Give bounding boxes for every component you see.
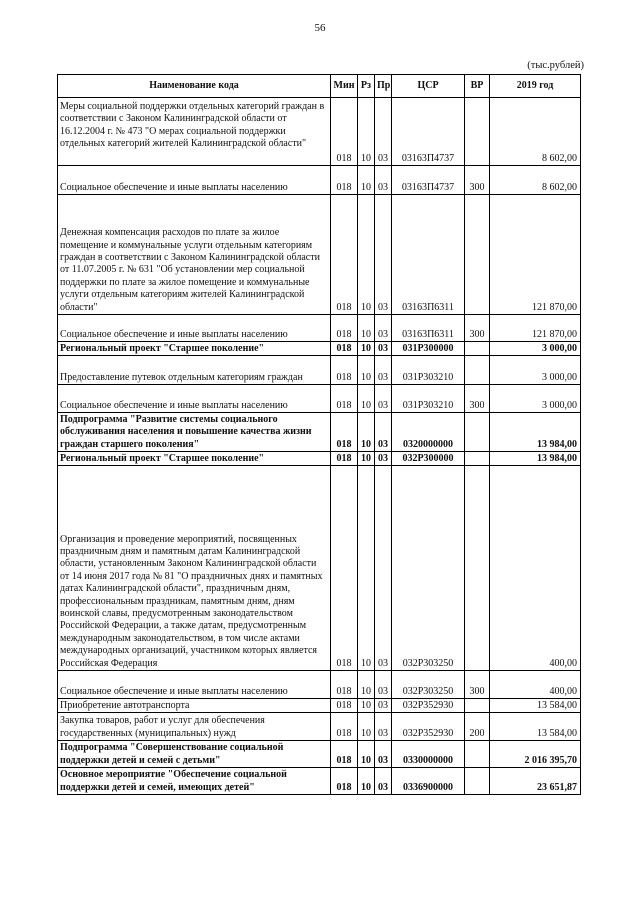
table-row [58, 342, 581, 356]
row-csr: 032Р352930 [392, 713, 465, 741]
row-pr: 03 [375, 452, 392, 466]
row-csr: 0330000000 [392, 741, 465, 768]
row-vr [465, 466, 490, 671]
row-min: 018 [331, 671, 358, 699]
row-vr [465, 195, 490, 315]
header-rz: Рз [358, 75, 375, 98]
row-name: Основное мероприятие "Обеспечение социальной поддержки детей и семей, имеющих детей" [58, 768, 331, 795]
row-min: 018 [331, 98, 358, 166]
row-pr: 03 [375, 671, 392, 699]
row-csr: 032Р303250 [392, 671, 465, 699]
row-amount: 3 000,00 [490, 356, 581, 385]
row-vr [465, 741, 490, 768]
row-rz: 10 [358, 452, 375, 466]
table-row [58, 356, 581, 385]
row-pr: 03 [375, 342, 392, 356]
row-amount: 13 984,00 [490, 452, 581, 466]
row-name: Приобретение автотранспорта [58, 699, 331, 713]
row-csr: 032Р352930 [392, 699, 465, 713]
row-csr: 03163П6311 [392, 195, 465, 315]
table-row [58, 741, 581, 768]
units-label: (тыс.рублей) [527, 60, 584, 71]
row-amount: 2 016 395,70 [490, 741, 581, 768]
row-amount: 3 000,00 [490, 385, 581, 413]
row-name: Региональный проект "Старшее поколение" [58, 452, 331, 466]
header-name: Наименование кода [58, 75, 331, 98]
row-rz: 10 [358, 699, 375, 713]
header-vr: ВР [465, 75, 490, 98]
table-row [58, 713, 581, 741]
row-csr: 031Р303210 [392, 385, 465, 413]
row-rz: 10 [358, 385, 375, 413]
row-amount: 121 870,00 [490, 195, 581, 315]
row-name: Меры социальной поддержки отдельных категорий граждан в соответствии с Законом Калининградской области от 16.12.2004 г. № 473 "О мерах социальной поддержки отдельных категорий жителей Калининградской области" [58, 98, 331, 166]
row-csr: 031Р300000 [392, 342, 465, 356]
row-min: 018 [331, 166, 358, 195]
row-name: Социальное обеспечение и иные выплаты населению [58, 166, 331, 195]
row-amount: 13 984,00 [490, 413, 581, 452]
row-amount: 8 602,00 [490, 98, 581, 166]
row-csr: 032Р303250 [392, 466, 465, 671]
row-vr: 300 [465, 166, 490, 195]
row-name: Социальное обеспечение и иные выплаты населению [58, 385, 331, 413]
row-csr: 031Р303210 [392, 356, 465, 385]
row-vr: 200 [465, 713, 490, 741]
table-row [58, 195, 581, 315]
row-csr: 03163П4737 [392, 166, 465, 195]
row-vr [465, 699, 490, 713]
row-vr [465, 342, 490, 356]
table-row [58, 385, 581, 413]
row-min: 018 [331, 342, 358, 356]
row-min: 018 [331, 452, 358, 466]
row-rz: 10 [358, 195, 375, 315]
row-rz: 10 [358, 315, 375, 342]
row-pr: 03 [375, 741, 392, 768]
row-rz: 10 [358, 741, 375, 768]
row-pr: 03 [375, 413, 392, 452]
row-csr: 0320000000 [392, 413, 465, 452]
header-row [58, 75, 581, 98]
row-pr: 03 [375, 713, 392, 741]
header-pr: Пр [375, 75, 392, 98]
row-name: Социальное обеспечение и иные выплаты населению [58, 671, 331, 699]
row-min: 018 [331, 385, 358, 413]
row-min: 018 [331, 356, 358, 385]
row-rz: 10 [358, 356, 375, 385]
row-amount: 13 584,00 [490, 713, 581, 741]
row-pr: 03 [375, 466, 392, 671]
row-amount: 8 602,00 [490, 166, 581, 195]
table-row [58, 671, 581, 699]
row-csr: 03163П6311 [392, 315, 465, 342]
row-name: Денежная компенсация расходов по плате за жилое помещение и коммунальные услуги отдельным категориям граждан в соответствии с Законом Калининградской области от 11.07.2005 г. № 631 "Об установлении мер социальной поддержки по плате за жилое помещение и коммунальные услуги отдельным категориям жителей Калининградской области" [58, 195, 331, 315]
row-rz: 10 [358, 413, 375, 452]
row-pr: 03 [375, 699, 392, 713]
page-number: 56 [314, 22, 326, 34]
row-name: Подпрограмма "Развитие системы социального обслуживания населения и повышение качества жизни граждан старшего поколения" [58, 413, 331, 452]
row-rz: 10 [358, 466, 375, 671]
row-csr: 0336900000 [392, 768, 465, 795]
row-pr: 03 [375, 166, 392, 195]
row-min: 018 [331, 413, 358, 452]
row-pr: 03 [375, 385, 392, 413]
row-vr [465, 356, 490, 385]
row-amount: 400,00 [490, 466, 581, 671]
table-row [58, 768, 581, 795]
row-name: Подпрограмма "Совершенствование социальной поддержки детей и семей с детьми" [58, 741, 331, 768]
row-vr [465, 98, 490, 166]
row-name: Региональный проект "Старшее поколение" [58, 342, 331, 356]
table-row [58, 699, 581, 713]
row-amount: 3 000,00 [490, 342, 581, 356]
row-pr: 03 [375, 98, 392, 166]
row-vr: 300 [465, 315, 490, 342]
row-amount: 121 870,00 [490, 315, 581, 342]
row-rz: 10 [358, 342, 375, 356]
header-min: Мин [331, 75, 358, 98]
row-name: Социальное обеспечение и иные выплаты населению [58, 315, 331, 342]
row-vr: 300 [465, 385, 490, 413]
table-row [58, 452, 581, 466]
row-csr: 032Р300000 [392, 452, 465, 466]
row-pr: 03 [375, 315, 392, 342]
table-row [58, 413, 581, 452]
budget-table [57, 74, 581, 795]
row-name: Организация и проведение мероприятий, посвященных праздничным дням и памятным датам Калининградской области, установленным Законом Калининградской области от 14 июня 2017 года № 81 "О праздничных днях и памятных датах Калининградской области", праздничным дням, профессиональным праздникам, памятным дням, дням воинской славы, предусмотренным законодательством Российской Федерации, а также датам, предусмотренным международным законодательством, в том числе актами международных организаций, участником которых является Российская Федерация [58, 466, 331, 671]
row-min: 018 [331, 315, 358, 342]
row-min: 018 [331, 741, 358, 768]
row-min: 018 [331, 466, 358, 671]
row-pr: 03 [375, 356, 392, 385]
row-csr: 03163П4737 [392, 98, 465, 166]
row-rz: 10 [358, 166, 375, 195]
header-year: 2019 год [490, 75, 581, 98]
table-row [58, 166, 581, 195]
row-min: 018 [331, 768, 358, 795]
row-amount: 13 584,00 [490, 699, 581, 713]
row-name: Закупка товаров, работ и услуг для обеспечения государственных (муниципальных) нужд [58, 713, 331, 741]
row-vr: 300 [465, 671, 490, 699]
row-amount: 23 651,87 [490, 768, 581, 795]
row-vr [465, 768, 490, 795]
row-min: 018 [331, 713, 358, 741]
row-rz: 10 [358, 768, 375, 795]
table-row [58, 315, 581, 342]
row-min: 018 [331, 195, 358, 315]
row-amount: 400,00 [490, 671, 581, 699]
row-rz: 10 [358, 671, 375, 699]
row-vr [465, 452, 490, 466]
header-csr: ЦСР [392, 75, 465, 98]
row-rz: 10 [358, 98, 375, 166]
table-row [58, 98, 581, 166]
row-pr: 03 [375, 195, 392, 315]
table-row [58, 466, 581, 671]
row-rz: 10 [358, 713, 375, 741]
row-min: 018 [331, 699, 358, 713]
row-name: Предоставление путевок отдельным категориям граждан [58, 356, 331, 385]
row-vr [465, 413, 490, 452]
row-pr: 03 [375, 768, 392, 795]
